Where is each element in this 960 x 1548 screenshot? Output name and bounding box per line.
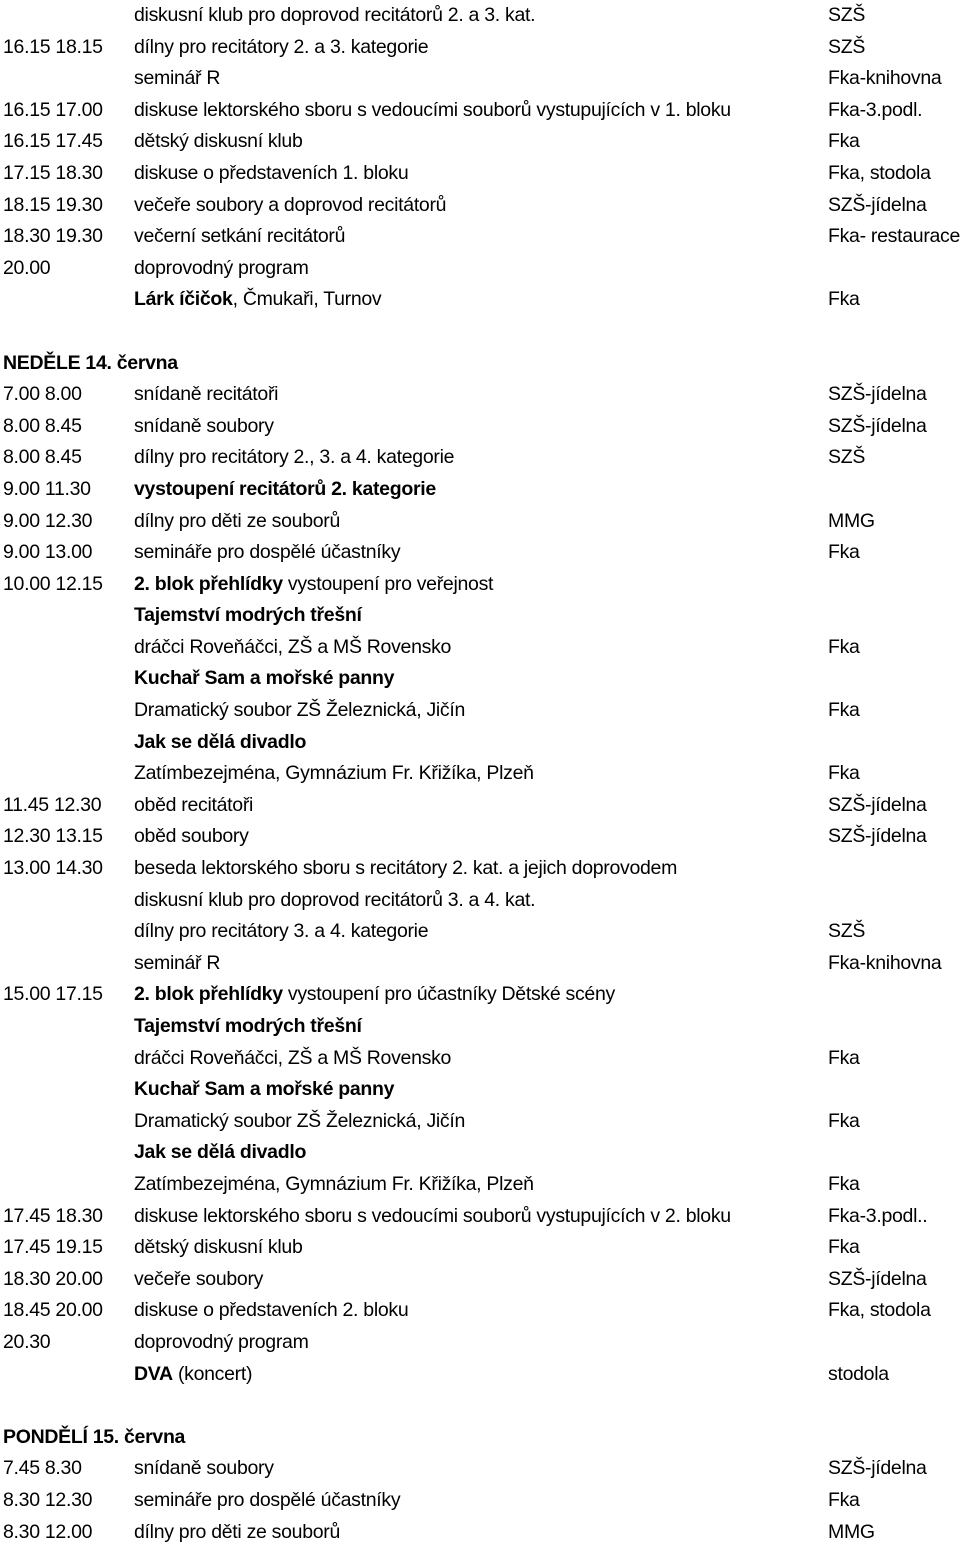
location-cell: SZŠ <box>828 442 865 474</box>
schedule-row <box>3 632 960 664</box>
activity-cell <box>134 1169 534 1201</box>
time-cell: 8.00 8.45 <box>3 411 82 443</box>
activity-text: seminář R <box>134 67 220 89</box>
schedule-row <box>3 1517 960 1548</box>
schedule-row <box>3 158 960 190</box>
activity-text: diskusní klub pro doprovod recitátorů 3. a 4. kat. <box>134 889 535 911</box>
location-cell: Fka <box>828 632 860 664</box>
schedule-row <box>3 126 960 158</box>
activity-text: dílny pro recitátory 2. a 3. kategorie <box>134 36 428 58</box>
schedule-row <box>3 695 960 727</box>
activity-text: seminář R <box>134 952 220 974</box>
activity-text: Dramatický soubor ZŠ Železnická, Jičín <box>134 1110 465 1132</box>
activity-cell <box>134 1517 340 1548</box>
time-cell: 7.45 8.30 <box>3 1453 82 1485</box>
activity-cell <box>134 1295 408 1327</box>
activity-cell <box>134 379 278 411</box>
schedule-row <box>3 1169 960 1201</box>
schedule-row <box>3 1137 960 1169</box>
activity-text: vystoupení pro veřejnost <box>283 573 493 595</box>
activity-text: večeře soubory <box>134 1268 263 1290</box>
schedule-row <box>3 411 960 443</box>
activity-text: Zatímbezejména, Gymnázium Fr. Křižíka, Plzeň <box>134 1173 534 1195</box>
activity-cell <box>134 158 408 190</box>
schedule-row <box>3 663 960 695</box>
location-cell: Fka <box>828 284 860 316</box>
activity-cell <box>134 1327 309 1359</box>
activity-text: (koncert) <box>173 1363 252 1385</box>
location-cell: SZŠ-jídelna <box>828 190 927 222</box>
schedule-row <box>3 979 960 1011</box>
activity-cell <box>134 442 454 474</box>
activity-text: dílny pro recitátory 3. a 4. kategorie <box>134 920 428 942</box>
activity-cell <box>134 1011 362 1043</box>
time-cell: 12.30 13.15 <box>3 821 103 853</box>
location-cell: Fka <box>828 1043 860 1075</box>
schedule-row <box>3 1011 960 1043</box>
schedule-row <box>3 790 960 822</box>
activity-cell <box>134 506 340 538</box>
schedule-row <box>3 474 960 506</box>
schedule-row <box>3 95 960 127</box>
schedule-row <box>3 1359 960 1391</box>
location-cell: Fka-3.podl. <box>828 95 922 127</box>
schedule-row <box>3 1043 960 1075</box>
activity-text: vystoupení pro účastníky Dětské scény <box>283 983 615 1005</box>
activity-cell <box>134 253 309 285</box>
time-cell: 9.00 11.30 <box>3 474 91 506</box>
location-cell: SZŠ-jídelna <box>828 379 927 411</box>
activity-text: dílny pro recitátory 2., 3. a 4. kategorie <box>134 446 454 468</box>
location-cell: SZŠ-jídelna <box>828 790 927 822</box>
activity-cell <box>134 126 303 158</box>
activity-cell <box>134 1232 303 1264</box>
location-cell: Fka-3.podl.. <box>828 1201 927 1233</box>
activity-cell <box>134 1485 400 1517</box>
schedule-row <box>3 284 960 316</box>
location-cell: Fka <box>828 537 860 569</box>
schedule-row <box>3 1327 960 1359</box>
time-cell: 8.30 12.30 <box>3 1485 92 1517</box>
activity-cell <box>134 474 436 506</box>
activity-text-bold: 2. blok přehlídky <box>134 983 283 1005</box>
activity-cell <box>134 758 534 790</box>
activity-cell <box>134 979 615 1011</box>
activity-text: Zatímbezejména, Gymnázium Fr. Křižíka, Plzeň <box>134 762 534 784</box>
section-spacer <box>3 1390 960 1422</box>
activity-text: dráčci Roveňáčci, ZŠ a MŠ Rovensko <box>134 636 451 658</box>
location-cell: Fka, stodola <box>828 1295 931 1327</box>
schedule-row <box>3 758 960 790</box>
location-cell: stodola <box>828 1359 889 1391</box>
time-cell: 9.00 12.30 <box>3 506 92 538</box>
schedule-row <box>3 1074 960 1106</box>
activity-text: semináře pro dospělé účastníky <box>134 541 400 563</box>
location-cell: MMG <box>828 506 875 538</box>
time-cell: 17.45 18.30 <box>3 1201 103 1233</box>
activity-text-bold: Kuchař Sam a mořské panny <box>134 1078 394 1100</box>
time-cell: 17.45 19.15 <box>3 1232 103 1264</box>
activity-text: oběd recitátoři <box>134 794 253 816</box>
activity-text: diskusní klub pro doprovod recitátorů 2. a 3. kat. <box>134 4 535 26</box>
schedule-row <box>3 948 960 980</box>
activity-text: večerní setkání recitátorů <box>134 225 345 247</box>
schedule-row <box>3 1295 960 1327</box>
time-cell: 16.15 17.00 <box>3 95 103 127</box>
activity-cell <box>134 569 493 601</box>
location-cell: Fka- restaurace <box>828 221 960 253</box>
activity-cell <box>134 1359 252 1391</box>
activity-cell <box>134 190 446 222</box>
activity-cell <box>134 1453 274 1485</box>
location-cell: Fka <box>828 758 860 790</box>
location-cell: SZŠ <box>828 916 865 948</box>
activity-cell <box>134 32 428 64</box>
activity-cell <box>134 853 677 885</box>
time-cell: 8.00 8.45 <box>3 442 82 474</box>
activity-cell <box>134 1106 465 1138</box>
schedule-row <box>3 253 960 285</box>
time-cell: 7.00 8.00 <box>3 379 82 411</box>
schedule-row <box>3 506 960 538</box>
activity-text-bold: Kuchař Sam a mořské panny <box>134 667 394 689</box>
activity-cell <box>134 727 306 759</box>
day-heading-text: NEDĚLE 14. června <box>3 348 178 380</box>
time-cell: 9.00 13.00 <box>3 537 92 569</box>
schedule-row <box>3 885 960 917</box>
activity-text: Dramatický soubor ZŠ Železnická, Jičín <box>134 699 465 721</box>
activity-cell <box>134 537 400 569</box>
activity-text: dílny pro děti ze souborů <box>134 510 340 532</box>
activity-cell <box>134 663 394 695</box>
activity-cell <box>134 1264 263 1296</box>
activity-cell <box>134 284 381 316</box>
schedule-row <box>3 1201 960 1233</box>
activity-cell <box>134 695 465 727</box>
location-cell: Fka <box>828 126 860 158</box>
activity-cell <box>134 1074 394 1106</box>
activity-cell <box>134 821 249 853</box>
schedule-row <box>3 0 960 32</box>
time-cell: 17.15 18.30 <box>3 158 103 190</box>
location-cell: MMG <box>828 1517 875 1548</box>
activity-cell <box>134 885 535 917</box>
section-spacer <box>3 316 960 348</box>
time-cell: 16.15 17.45 <box>3 126 103 158</box>
activity-text: dílny pro děti ze souborů <box>134 1521 340 1543</box>
time-cell: 11.45 12.30 <box>3 790 101 822</box>
time-cell: 20.00 <box>3 253 50 285</box>
activity-cell <box>134 1201 731 1233</box>
time-cell: 20.30 <box>3 1327 50 1359</box>
schedule-row <box>3 916 960 948</box>
activity-cell <box>134 916 428 948</box>
location-cell: SZŠ-jídelna <box>828 411 927 443</box>
time-cell: 10.00 12.15 <box>3 569 103 601</box>
location-cell: Fka <box>828 1232 860 1264</box>
activity-cell <box>134 1043 451 1075</box>
location-cell: Fka, stodola <box>828 158 931 190</box>
schedule-document <box>3 0 960 1548</box>
schedule-row <box>3 569 960 601</box>
time-cell: 18.45 20.00 <box>3 1295 103 1327</box>
schedule-row <box>3 221 960 253</box>
location-cell: SZŠ <box>828 0 865 32</box>
activity-cell <box>134 600 362 632</box>
activity-cell <box>134 1137 306 1169</box>
schedule-row <box>3 63 960 95</box>
day-heading-text: PONDĚLÍ 15. června <box>3 1422 185 1454</box>
activity-text-bold: Tajemství modrých třešní <box>134 604 362 626</box>
activity-text: dětský diskusní klub <box>134 1236 303 1258</box>
activity-text: , Čmukaři, Turnov <box>233 288 382 310</box>
time-cell: 18.30 19.30 <box>3 221 103 253</box>
time-cell: 18.30 20.00 <box>3 1264 103 1296</box>
activity-text: diskuse lektorského sboru s vedoucími souborů vystupujících v 1. bloku <box>134 99 731 121</box>
location-cell: SZŠ-jídelna <box>828 821 927 853</box>
day-heading <box>3 1422 960 1454</box>
activity-text: dráčci Roveňáčci, ZŠ a MŠ Rovensko <box>134 1047 451 1069</box>
schedule-row <box>3 1232 960 1264</box>
location-cell: Fka-knihovna <box>828 63 941 95</box>
activity-cell <box>134 0 535 32</box>
activity-text-bold: 2. blok přehlídky <box>134 573 283 595</box>
activity-text: dětský diskusní klub <box>134 130 303 152</box>
schedule-row <box>3 442 960 474</box>
location-cell: Fka <box>828 695 860 727</box>
time-cell: 18.15 19.30 <box>3 190 103 222</box>
activity-text: snídaně soubory <box>134 415 274 437</box>
location-cell: SZŠ <box>828 32 865 64</box>
schedule-row <box>3 1264 960 1296</box>
schedule-row <box>3 821 960 853</box>
location-cell: Fka <box>828 1106 860 1138</box>
schedule-row <box>3 1453 960 1485</box>
activity-cell <box>134 790 253 822</box>
schedule-row <box>3 190 960 222</box>
activity-text: doprovodný program <box>134 257 309 279</box>
activity-text: snídaně soubory <box>134 1457 274 1479</box>
activity-text: diskuse o představeních 2. bloku <box>134 1299 408 1321</box>
activity-cell <box>134 632 451 664</box>
location-cell: SZŠ-jídelna <box>828 1453 927 1485</box>
schedule-row <box>3 853 960 885</box>
schedule-row <box>3 537 960 569</box>
activity-text: doprovodný program <box>134 1331 309 1353</box>
activity-text: večeře soubory a doprovod recitátorů <box>134 194 446 216</box>
activity-text: snídaně recitátoři <box>134 383 278 405</box>
day-heading <box>3 348 960 380</box>
time-cell: 16.15 18.15 <box>3 32 103 64</box>
location-cell: SZŠ-jídelna <box>828 1264 927 1296</box>
schedule-row <box>3 32 960 64</box>
activity-cell <box>134 948 220 980</box>
time-cell: 15.00 17.15 <box>3 979 103 1011</box>
activity-text-bold: Lárk íčičok <box>134 288 233 310</box>
activity-text-bold: Jak se dělá divadlo <box>134 1141 306 1163</box>
activity-cell <box>134 95 731 127</box>
activity-text-bold: Tajemství modrých třešní <box>134 1015 362 1037</box>
activity-text: semináře pro dospělé účastníky <box>134 1489 400 1511</box>
location-cell: Fka-knihovna <box>828 948 941 980</box>
location-cell: Fka <box>828 1485 860 1517</box>
activity-text-bold: Jak se dělá divadlo <box>134 731 306 753</box>
location-cell: Fka <box>828 1169 860 1201</box>
activity-text: diskuse o představeních 1. bloku <box>134 162 408 184</box>
schedule-row <box>3 379 960 411</box>
schedule-row <box>3 727 960 759</box>
activity-text-bold: DVA <box>134 1363 173 1385</box>
activity-cell <box>134 221 345 253</box>
activity-cell <box>134 63 220 95</box>
time-cell: 8.30 12.00 <box>3 1517 92 1548</box>
activity-text: beseda lektorského sboru s recitátory 2. kat. a jejich doprovodem <box>134 857 677 879</box>
activity-cell <box>134 411 274 443</box>
schedule-row <box>3 1485 960 1517</box>
activity-text: oběd soubory <box>134 825 249 847</box>
time-cell: 13.00 14.30 <box>3 853 103 885</box>
schedule-row <box>3 1106 960 1138</box>
schedule-row <box>3 600 960 632</box>
activity-text: diskuse lektorského sboru s vedoucími souborů vystupujících v 2. bloku <box>134 1205 731 1227</box>
activity-text-bold: vystoupení recitátorů 2. kategorie <box>134 478 436 500</box>
